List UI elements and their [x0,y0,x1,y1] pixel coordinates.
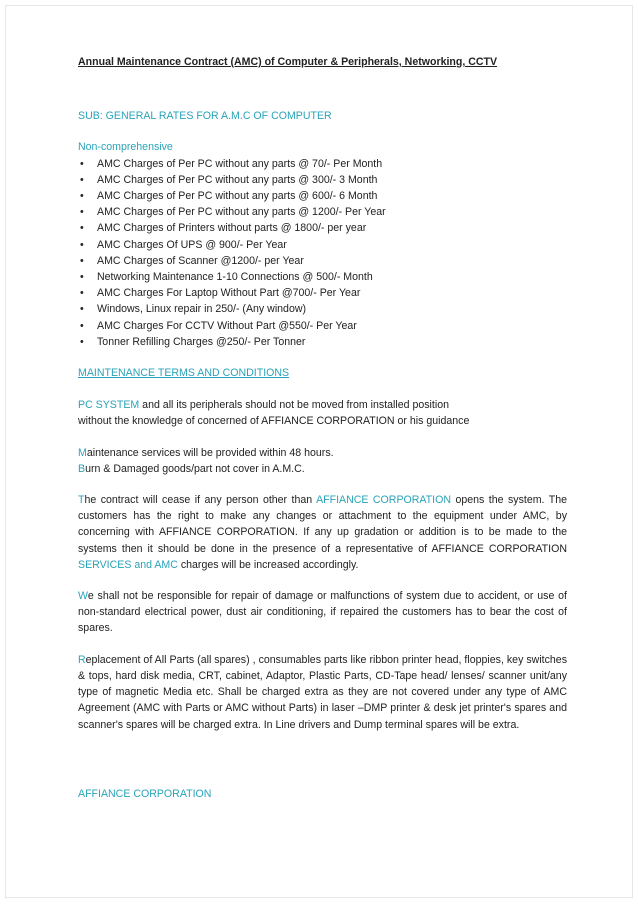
rate-item: • AMC Charges of Scanner @1200/- per Year [78,253,567,269]
non-comprehensive-heading: Non-comprehensive [78,141,173,154]
paragraph-responsibility [78,588,567,637]
replacement-lead: R [78,653,86,666]
rate-item: • AMC Charges of Per PC without any parts @ 300/- 3 Month [78,172,567,188]
closing-signature: AFFIANCE CORPORATION [78,787,212,800]
rate-item: • AMC Charges Of UPS @ 900/- Per Year [78,237,567,253]
rate-item: • Windows, Linux repair in 250/- (Any window) [78,301,567,317]
rate-item: • Networking Maintenance 1-10 Connections @ 500/- Month [78,269,567,285]
rate-item: • Tonner Refilling Charges @250/- Per Tonner [78,334,567,350]
paragraph-replacement [78,652,567,733]
pc-system-line-1: and all its peripherals should not be moved from installed position [139,399,449,412]
pc-system-line-2: without the knowledge of concerned of AFFIANCE CORPORATION or his guidance [78,415,470,428]
responsibility-text: e shall not be responsible for repair of damage or malfunctions of system due to accident, or use of non-standard electrical power, dust air conditioning, if repaired the customers has to bear the cost of spares. [78,590,567,635]
rate-item: • AMC Charges For CCTV Without Part @550/- Per Year [78,318,567,334]
contract-lead: T [78,494,85,507]
document-body [78,54,567,802]
burn-lead: B [78,462,86,475]
burn-line: urn & Damaged goods/part not cover in A.M.C. [85,462,305,475]
maintenance-lead: M [78,446,87,459]
services-amc-highlight: SERVICES and AMC [78,558,178,571]
maintenance-line: aintenance services will be provided within 48 hours. [86,446,334,459]
contract-text-3: charges will be increased accordingly. [177,558,359,571]
replacement-text: eplacement of All Parts (all spares) , consumables parts like ribbon printer head, floppies, key switches & tops, hard disk media, CRT, cabinet, Adaptor, Plastic Parts, CD-Tape head/ lenses/ scanner unit/any type of magnetic Media etc. Shall be charged extra as they are not covered under any type of AMC Agreement (AMC with Parts or AMC without Parts) in laser –DMP printer & desk jet printer's spares and scanner's spares will be charged extra. In Line drivers and Dump terminal spares will be extra. [78,653,567,731]
rate-item: • AMC Charges For Laptop Without Part @700/- Per Year [78,285,567,301]
terms-heading: MAINTENANCE TERMS AND CONDITIONS [78,367,290,380]
corporation-highlight: AFFIANCE CORPORATION [316,494,451,507]
document-title: Annual Maintenance Contract (AMC) of Computer & Peripherals, Networking, CCTV [78,56,498,68]
paragraph-maintenance-services [78,445,567,477]
rate-item: • AMC Charges of Per PC without any parts @ 600/- 6 Month [78,188,567,204]
pc-system-lead: PC SYSTEM [78,399,140,412]
rate-item: • AMC Charges of Printers without parts @ 1800/- per year [78,220,567,236]
rate-item: • AMC Charges of Per PC without any parts @ 70/- Per Month [78,156,567,172]
rate-item: • AMC Charges of Per PC without any parts @ 1200/- Per Year [78,204,567,220]
contract-text-1: he contract will cease if any person other than [84,494,317,507]
paragraph-contract-cease [78,492,567,573]
document-page [5,5,633,898]
responsibility-lead: W [78,590,88,603]
paragraph-pc-system [78,397,567,429]
contract-text-2: opens the system. The customers has the right to make any changes or attachment to the equipment under AMC, by concerning with AFFIANCE CORPORATION. If any up gradation or addition is to be made to the systems then it should be done in the presence of a representative of AFFIANCE CORPORATION [78,494,568,555]
rates-list [78,156,567,350]
subject-line: SUB: GENERAL RATES FOR A.M.C OF COMPUTER [78,110,332,123]
